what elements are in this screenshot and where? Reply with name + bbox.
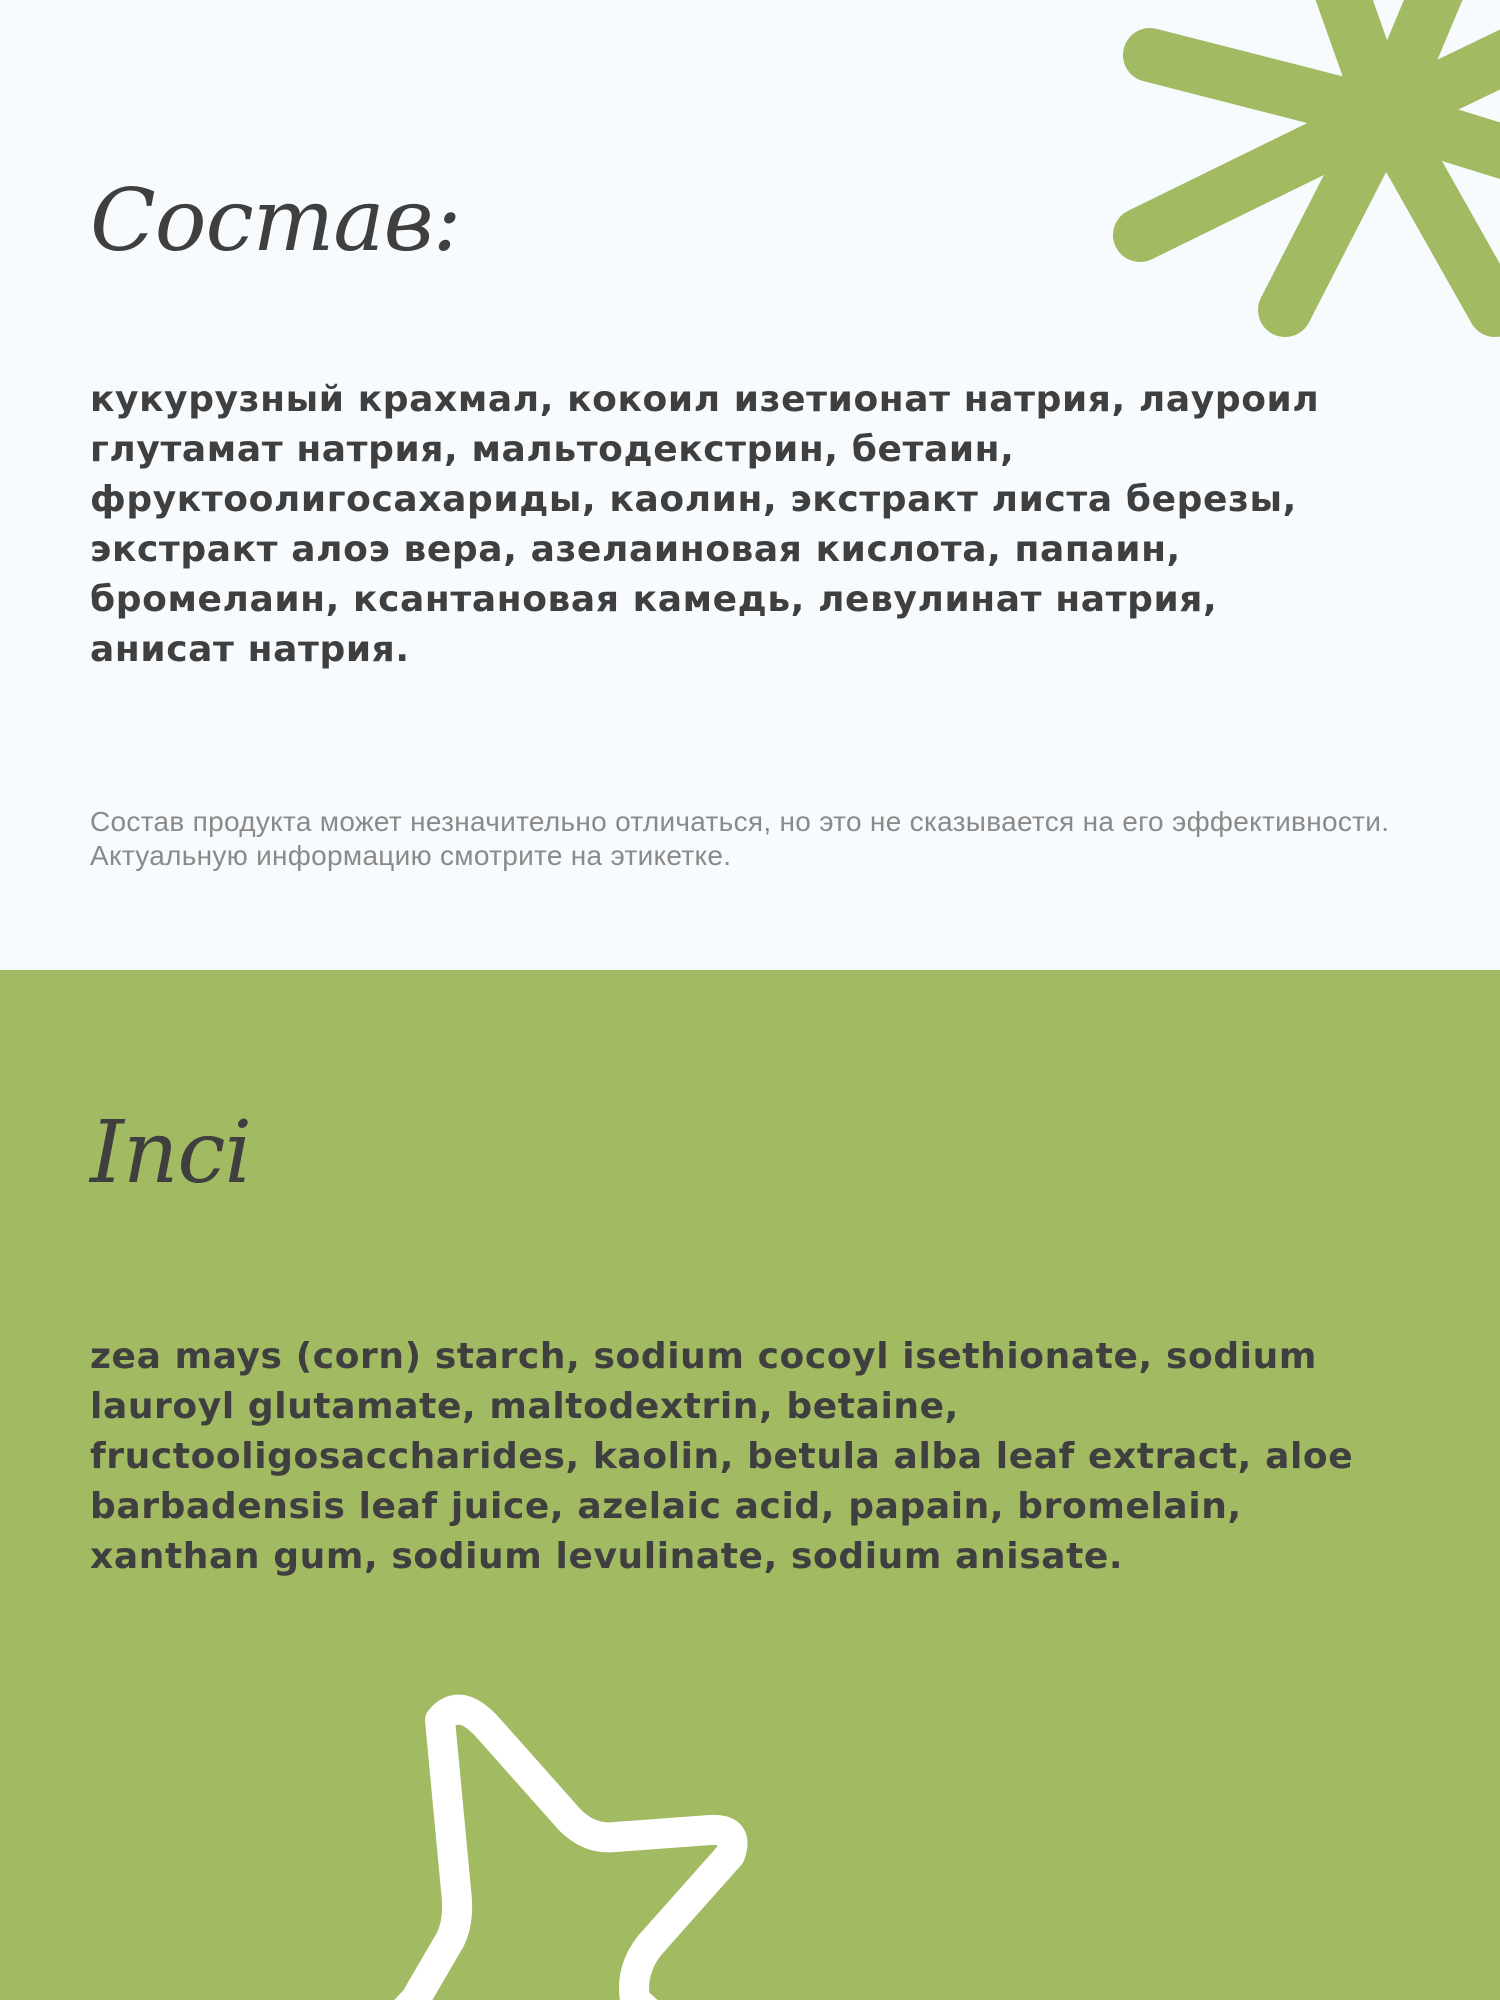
composition-ingredients: кукурузный крахмал, кокоил изетионат натрия, лауроил глутамат натрия, мальтодекстрин, бетаин, фруктоолигосахариды, каолин, экстракт листа березы, экстракт алоэ вера, азелаиновая кислота, папаин, бромелаин, ксантановая камедь, левулинат натрия, анисат натрия.	[90, 379, 1320, 670]
composition-heading: Состав:	[90, 171, 461, 271]
star-outline-icon	[380, 1700, 800, 2000]
inci-ingredients: zea mays (corn) starch, sodium cocoyl isethionate, sodium lauroyl glutamate, maltodextrin, betaine, fructooligosaccharides, kaolin, betula alba leaf extract, aloe barbadensis leaf juice, azelaic acid, papain, bromelain, xanthan gum, sodium levulinate, sodium anisate.	[90, 1336, 1354, 1577]
inci-section	[0, 970, 1500, 2000]
composition-note: Состав продукта может незначительно отличаться, но это не сказывается на его эффективности. Актуальную информацию смотрите на этикетке.	[90, 806, 1390, 871]
asterisk-icon	[1100, 0, 1500, 360]
inci-heading: Inci	[90, 1103, 252, 1203]
composition-section	[0, 0, 1500, 970]
